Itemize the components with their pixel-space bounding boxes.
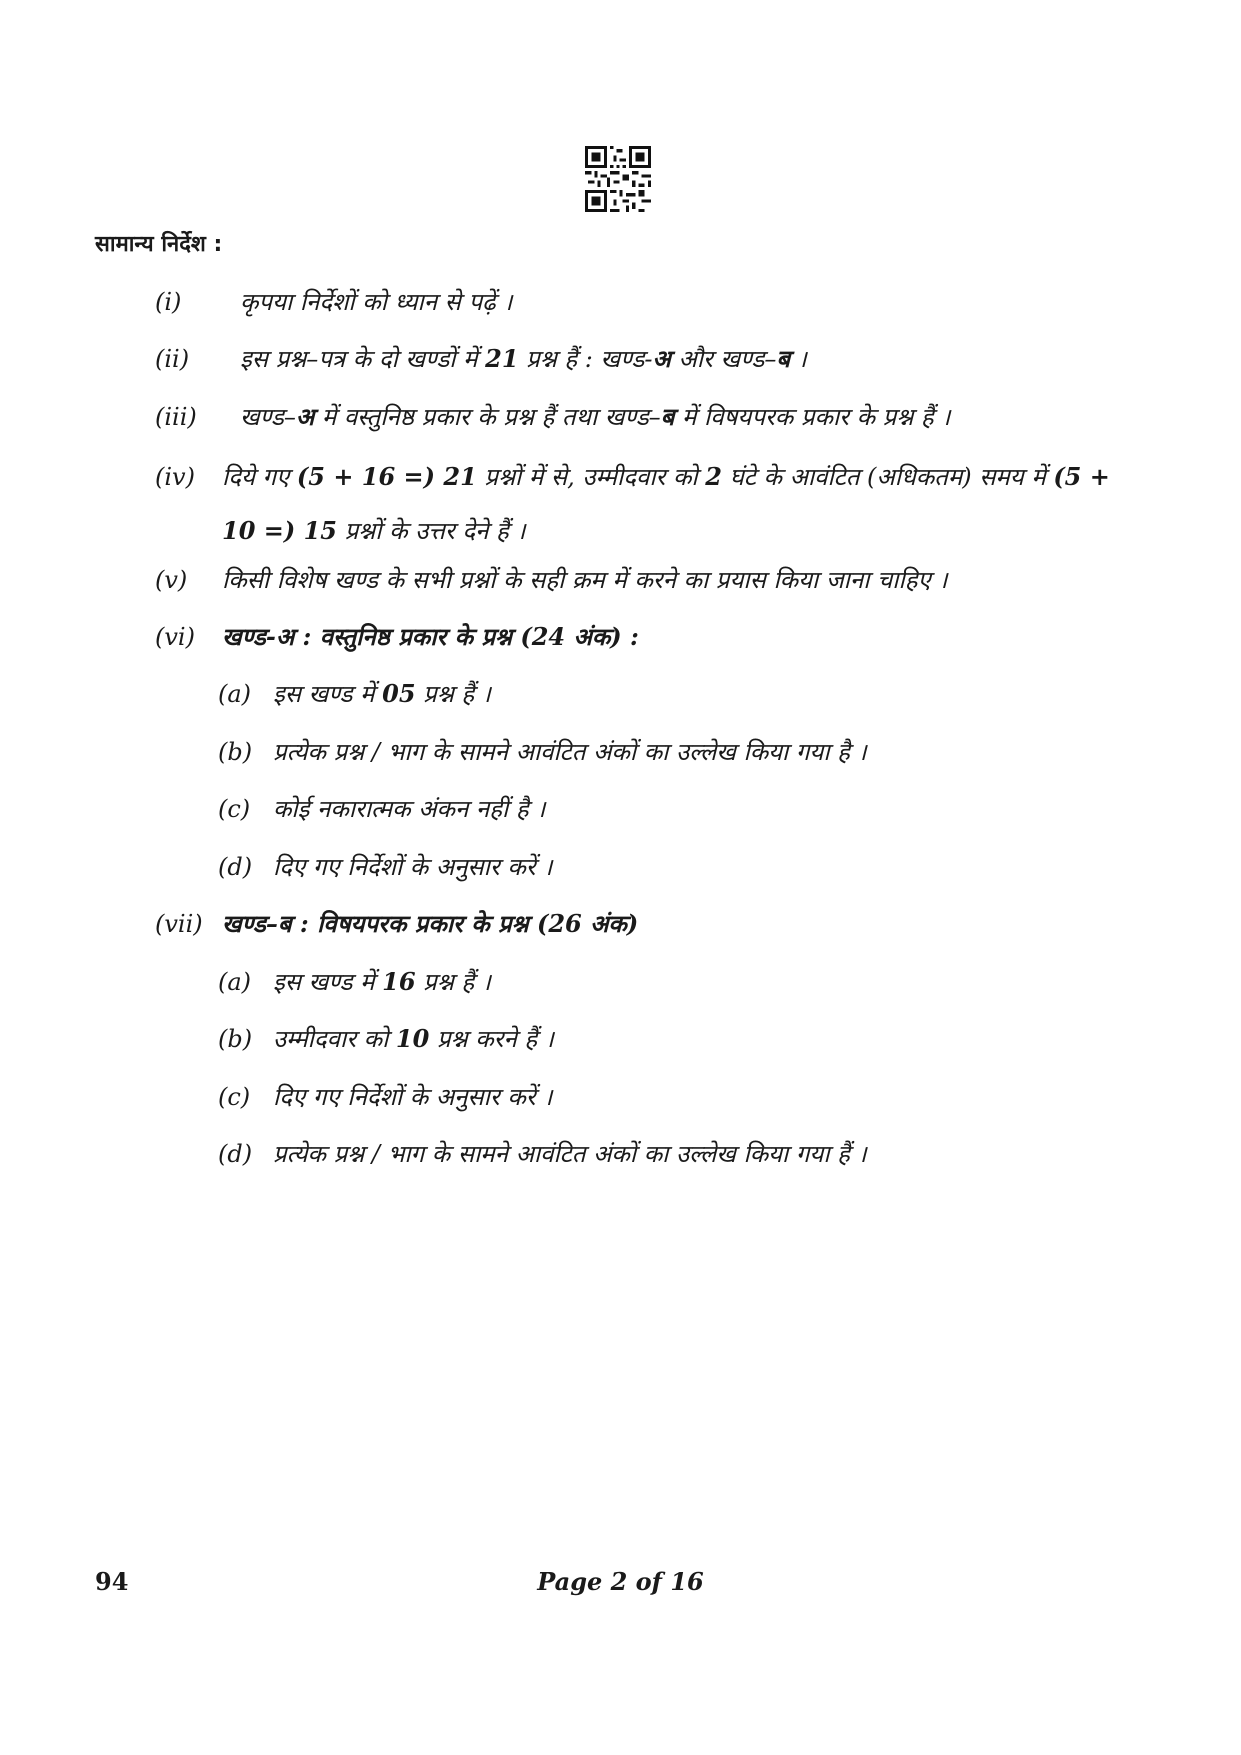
- item-text: कृपया निर्देशों को ध्यान से पढ़ें ।: [240, 288, 513, 316]
- paper-code: 94: [95, 1567, 129, 1596]
- qr-code: [585, 146, 651, 212]
- sub-item-text: प्रत्येक प्रश्न / भाग के सामने आवंटित अंकों का उल्लेख किया गया है ।: [273, 738, 867, 766]
- item-text: खण्ड-अ : वस्तुनिष्ठ प्रकार के प्रश्न (24 अंक) :: [222, 622, 639, 651]
- sub-item-text: इस खण्ड में 05 प्रश्न हैं ।: [273, 679, 491, 708]
- sub-item-text: इस खण्ड में 16 प्रश्न हैं ।: [273, 967, 491, 996]
- item-text: किसी विशेष खण्ड के सभी प्रश्नों के सही क्रम में करने का प्रयास किया जाना चाहिए ।: [222, 566, 948, 594]
- item-number: (iii): [155, 403, 197, 431]
- sub-item-number: (a): [218, 680, 252, 708]
- sub-item-number: (c): [218, 1083, 251, 1111]
- item-number: (ii): [155, 345, 190, 373]
- item-number: (vi): [155, 623, 195, 651]
- sub-item-text: कोई नकारात्मक अंकन नहीं है ।: [273, 795, 546, 823]
- item-text: खण्ड–अ में वस्तुनिष्ठ प्रकार के प्रश्न हैं तथा खण्ड–ब में विषयपरक प्रकार के प्रश्न हैं ।: [240, 402, 951, 431]
- item-number: (iv): [155, 463, 195, 491]
- item-text: दिये गए (5 + 16 =) 21 प्रश्नों में से, उम्मीदवार को 2 घंटे के आवंटित (अधिकतम) समय में (5 + 10 =) 15 प्रश्नों के उत्तर देने हैं ।: [222, 462, 1110, 545]
- sub-item-number: (d): [218, 1140, 253, 1168]
- sub-item-number: (b): [218, 738, 253, 766]
- page-number: Page 2 of 16: [537, 1567, 704, 1596]
- sub-item-text: दिए गए निर्देशों के अनुसार करें ।: [273, 853, 553, 881]
- general-instructions-heading: सामान्य निर्देश :: [95, 232, 223, 257]
- sub-item-number: (a): [218, 968, 252, 996]
- item-text: खण्ड–ब : विषयपरक प्रकार के प्रश्न (26 अंक): [222, 909, 639, 938]
- item-number: (vii): [155, 910, 203, 938]
- sub-item-number: (c): [218, 795, 251, 823]
- sub-item-number: (d): [218, 853, 253, 881]
- sub-item-text: प्रत्येक प्रश्न / भाग के सामने आवंटित अंकों का उल्लेख किया गया हैं ।: [273, 1140, 867, 1168]
- sub-item-text: उम्मीदवार को 10 प्रश्न करने हैं ।: [273, 1024, 554, 1053]
- sub-item-number: (b): [218, 1025, 253, 1053]
- item-number: (v): [155, 566, 188, 594]
- item-text: इस प्रश्न–पत्र के दो खण्डों में 21 प्रश्न हैं : खण्ड-अ और खण्ड–ब ।: [240, 344, 807, 373]
- item-number: (i): [155, 288, 182, 316]
- sub-item-text: दिए गए निर्देशों के अनुसार करें ।: [273, 1083, 553, 1111]
